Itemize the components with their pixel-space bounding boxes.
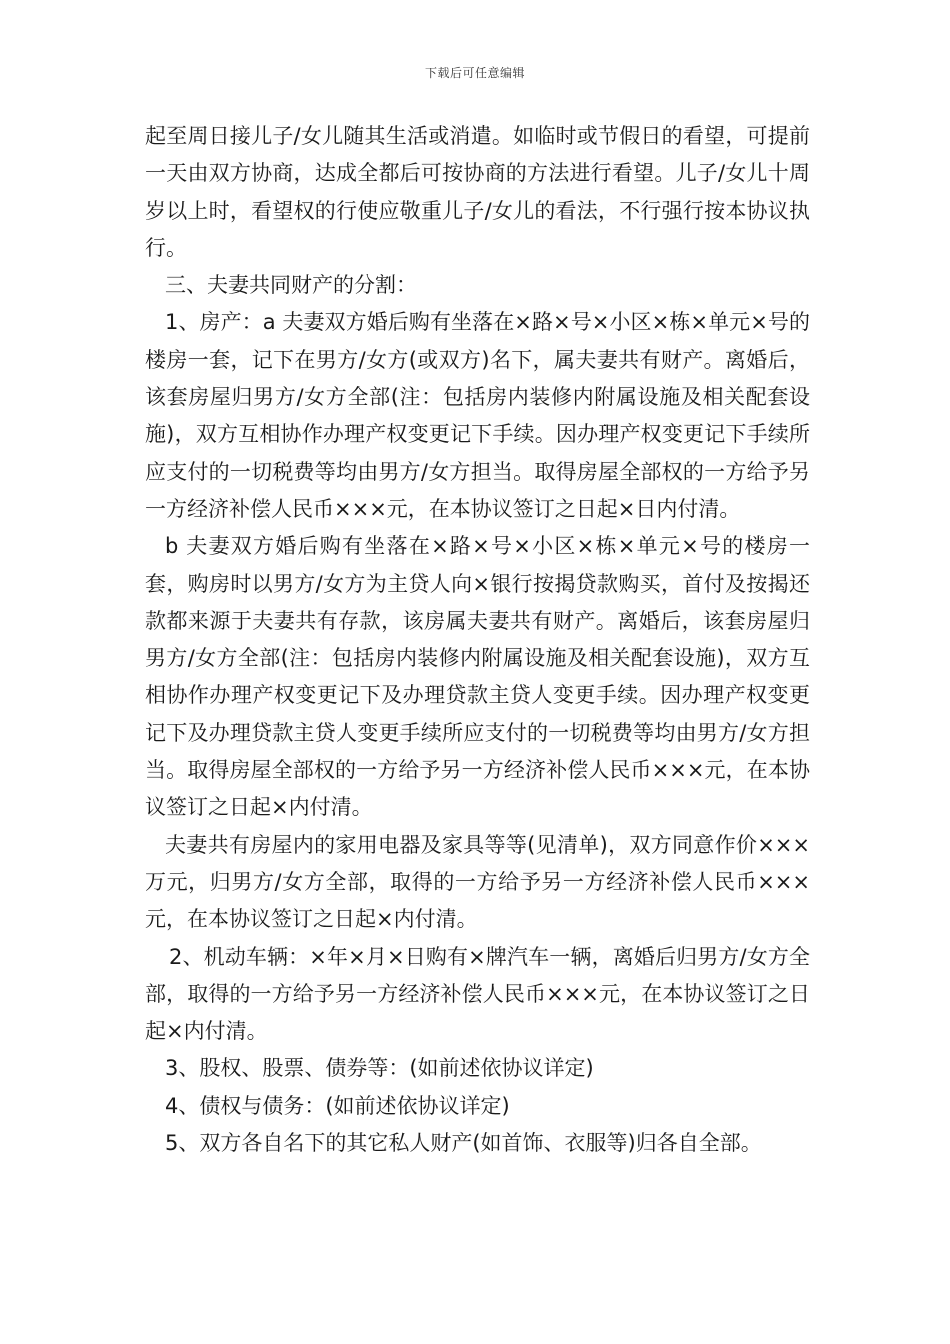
section-heading-property-division: 三、夫妻共同财产的分割： <box>165 273 417 298</box>
document-body <box>145 118 810 1162</box>
paragraph-real-estate-b: b 夫妻双方婚后购有坐落在×路×号×小区×栋×单元×号的楼房一套，购房时以男方/女方为主贷人向×银行按揭贷款购买，首付及按揭还款都来源于夫妻共有存款，该房属夫妻共有财产。离婚后，该套房屋归男方/女方全部(注：包括房内装修内附属设施及相关配套设施)，双方互相协作办理产权变更记下及办理贷款主贷人变更手续。因办理产权变更记下及办理贷款主贷人变更手续所应支付的一切税费等均由男方/女方担当。取得房屋全部权的一方给予另一方经济补偿人民币×××元，在本协议签订之日起×内付清。 <box>145 534 810 820</box>
page-header: 下载后可任意编辑 <box>424 66 525 80</box>
paragraph-stocks-bonds: 3、股权、股票、债券等：(如前述依协议详定) <box>165 1056 594 1081</box>
paragraph-vehicle: 2、机动车辆：×年×月×日购有×牌汽车一辆，离婚后归男方/女方全部，取得的一方给予另一方经济补偿人民币×××元，在本协议签订之日起×内付清。 <box>145 944 810 1044</box>
paragraph-personal-property: 5、双方各自名下的其它私人财产(如首饰、衣服等)归各自全部。 <box>165 1131 762 1156</box>
paragraph-visitation: 起至周日接儿子/女儿随其生活或消遣。如临时或节假日的看望，可提前一天由双方协商，达成全都后可按协商的方法进行看望。儿子/女儿十周岁以上时，看望权的行使应敬重儿子/女儿的看法，不行强行按本协议执行。 <box>145 124 810 260</box>
paragraph-household-items: 夫妻共有房屋内的家用电器及家具等等(见清单)，双方同意作价×××万元，归男方/女方全部，取得的一方给予另一方经济补偿人民币×××元，在本协议签订之日起×内付清。 <box>145 832 810 932</box>
paragraph-real-estate-a: 1、房产：a 夫妻双方婚后购有坐落在×路×号×小区×栋×单元×号的楼房一套，记下在男方/女方(或双方)名下，属夫妻共有财产。离婚后，该套房屋归男方/女方全部(注：包括房内装修内附属设施及相关配套设施)，双方互相协作办理产权变更记下手续。因办理产权变更记下手续所应支付的一切税费等均由男方/女方担当。取得房屋全部权的一方给予另一方经济补偿人民币×××元，在本协议签订之日起×日内付清。 <box>145 310 810 521</box>
paragraph-debts: 4、债权与债务：(如前述依协议详定) <box>165 1093 510 1118</box>
